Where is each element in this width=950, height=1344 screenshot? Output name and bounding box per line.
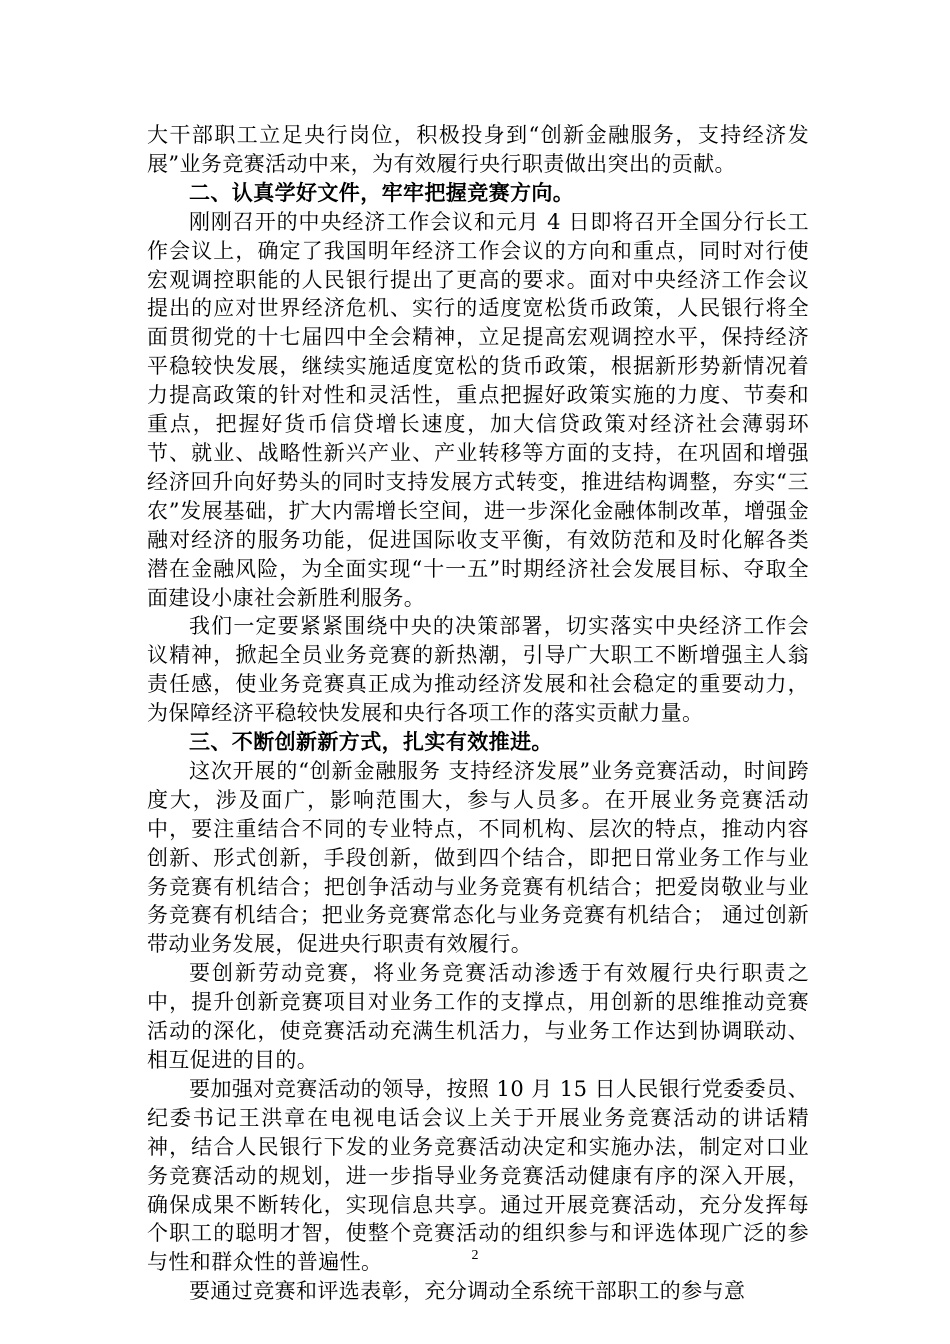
paragraph-continuation: 大干部职工立足央行岗位，积极投身到“创新金融服务，支持经济发展”业务竞赛活动中来，为有效履行央行职责做出突出的贡献。 <box>147 123 809 176</box>
paragraph-decision-deployment: 我们一定要紧紧围绕中央的决策部署，切实落实中央经济工作会议精神，掀起全员业务竞赛的新热潮，引导广大职工不断增强主人翁责任感，使业务竞赛真正成为推动经济发展和社会稳定的重要动力，为保障经济平稳较快发展和央行各项工作的落实贡献力量。 <box>147 614 809 726</box>
section-heading-two: 二、认真学好文件，牢牢把握竞赛方向。 <box>189 179 575 205</box>
paragraph-strengthen-leadership: 要加强对竞赛活动的领导，按照 10 月 15 日人民银行党委委员、纪委书记王洪章在电视电话会议上关于开展业务竞赛活动的讲话精神，结合人民银行下发的业务竞赛活动决定和实施办法，制定对口业务竞赛活动的规划，进一步指导业务竞赛活动健康有序的深入开展，确保成果不断转化，实现信息共享。通过开展竞赛活动，充分发挥每个职工的聪明才智，使整个竞赛活动的组织参与和评选体现广泛的参与性和群众性的普遍性。 <box>147 1076 809 1275</box>
paragraph-competition-activity: 这次开展的“创新金融服务 支持经济发展”业务竞赛活动，时间跨度大，涉及面广，影响范围大，参与人员多。在开展业务竞赛活动中，要注重结合不同的专业特点，不同机构、层次的特点，推动内容创新、形式创新，手段创新，做到四个结合，即把日常业务工作与业务竞赛有机结合；把创争活动与业务竞赛有机结合；把爱岗敬业与业务竞赛有机结合；把业务竞赛常态化与业务竞赛有机结合； 通过创新带动业务发展，促进央行职责有效履行。 <box>147 758 809 957</box>
paragraph-economic-work-conference: 刚刚召开的中央经济工作会议和元月 4 日即将召开全国分行长工作会议上，确定了我国明年经济工作会议的方向和重点，同时对行使宏观调控职能的人民银行提出了更高的要求。面对中央经济工作会议提出的应对世界经济危机、实行的适度宽松货币政策，人民银行将全面贯彻党的十七届四中全会精神，立足提高宏观调控水平，保持经济平稳较快发展，继续实施适度宽松的货币政策，根据新形势新情况着力提高政策的针对性和灵活性，重点把握好政策实施的力度、节奏和重点，把握好货币信贷增长速度，加大信贷政策对经济社会薄弱环节、就业、战略性新兴产业、产业转移等方面的支持，在巩固和增强经济回升向好势头的同时支持发展方式转变，推进结构调整，夯实“三农”发展基础，扩大内需增长空间，进一步深化金融体制改革，增强金融对经济的服务功能，促进国际收支平衡，有效防范和及时化解各类潜在金融风险，为全面实现“十一五”时期经济社会发展目标、夺取全面建设小康社会新胜利服务。 <box>147 209 809 610</box>
section-heading-three: 三、不断创新新方式，扎实有效推进。 <box>189 729 553 755</box>
paragraph-innovate-labor-competition: 要创新劳动竞赛，将业务竞赛活动渗透于有效履行央行职责之中，提升创新竞赛项目对业务工作的支撑点，用创新的思维推动竞赛活动的深化，使竞赛活动充满生机活力，与业务工作达到协调联动、相互促进的目的。 <box>147 961 809 1072</box>
document-body <box>147 121 809 1306</box>
paragraph-commendation: 要通过竞赛和评选表彰，充分调动全系统干部职工的参与意 <box>189 1279 746 1304</box>
page-number: 2 <box>471 1248 479 1263</box>
